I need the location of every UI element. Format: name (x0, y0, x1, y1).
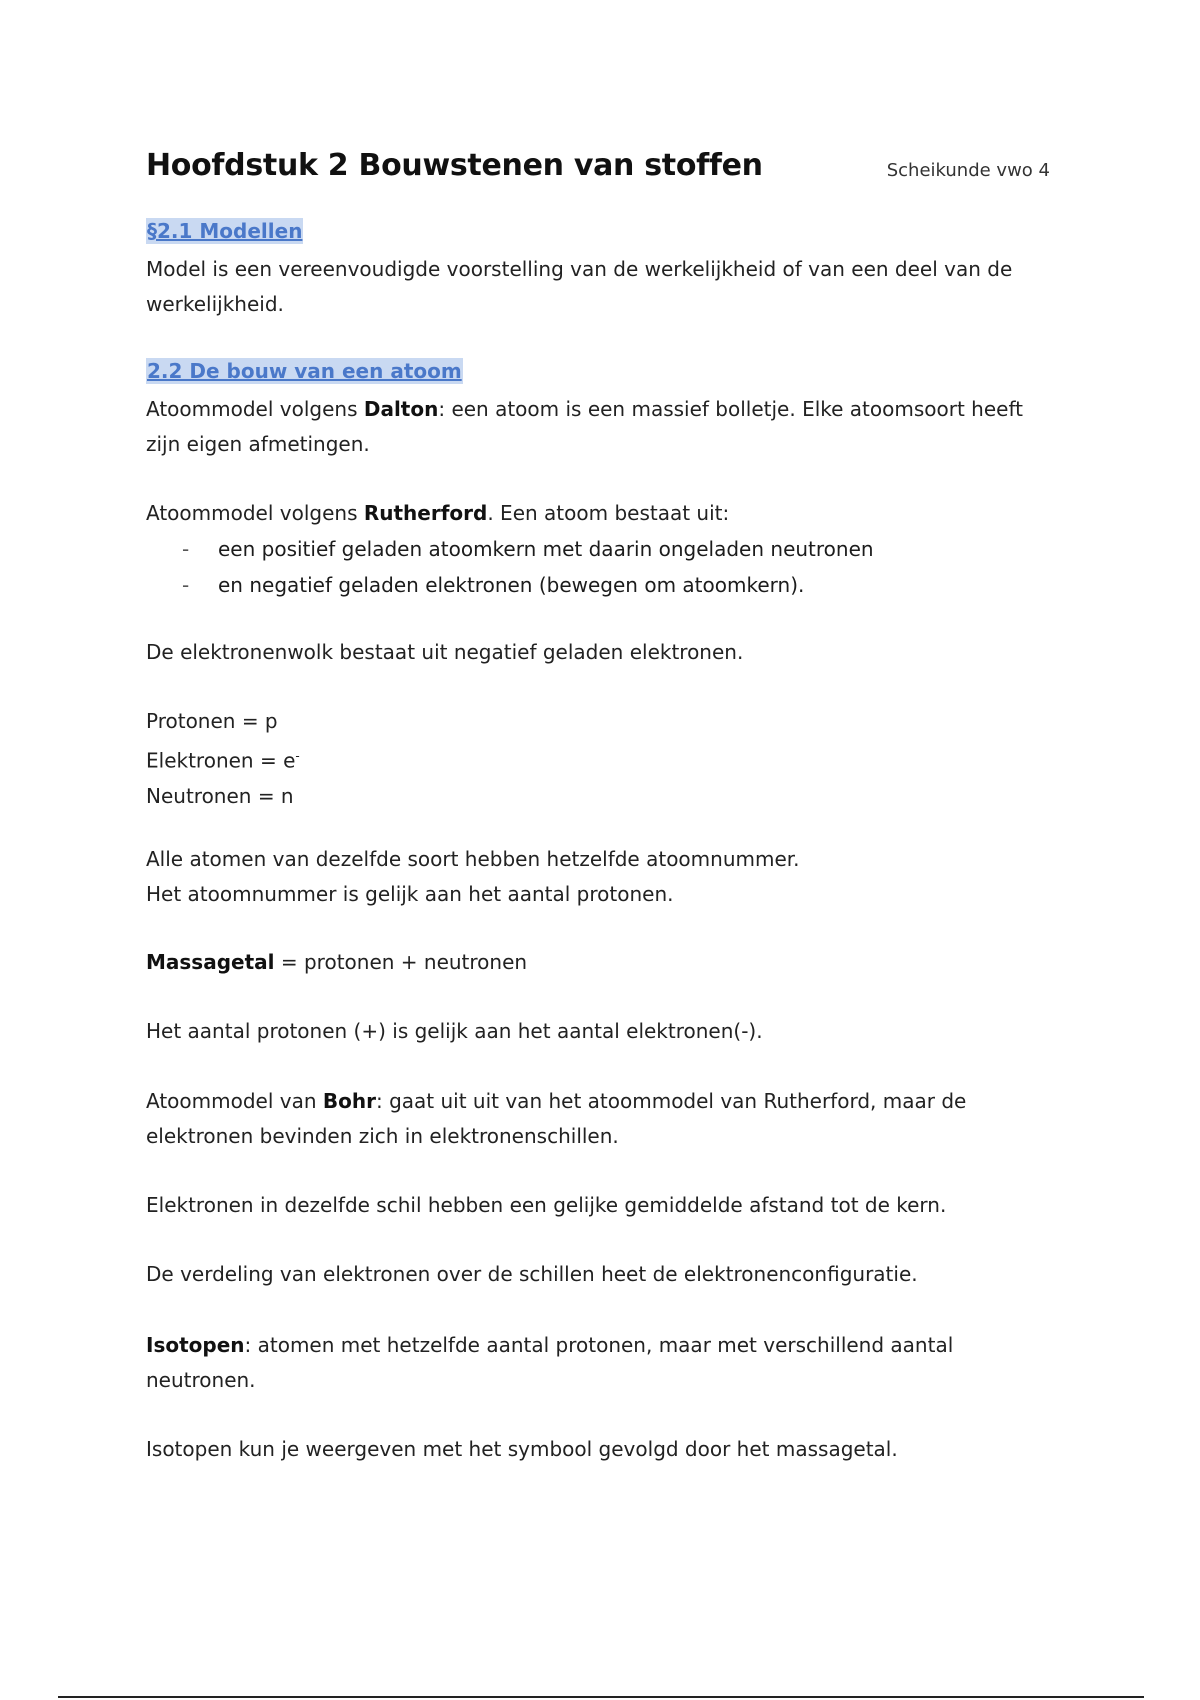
rutherford-name: Rutherford (363, 501, 488, 525)
page-header (146, 148, 1066, 192)
paragraph-shell-distance (146, 1188, 1066, 1223)
list-item-text: een positief geladen atoomkern met daarin ongeladen neutronen (218, 537, 874, 561)
elektronen-text: Elektronen = e (146, 748, 296, 773)
neutronen-line: Neutronen = n (146, 783, 294, 808)
protonen-line: Protonen = p (146, 709, 278, 733)
paragraph-rutherford (146, 496, 1066, 603)
massagetal-term: Massagetal (146, 950, 275, 974)
bohr-name: Bohr (322, 1089, 376, 1113)
list-item-text: en negatief geladen elektronen (bewegen om atoomkern). (218, 573, 805, 597)
equal-count-text: Het aantal protonen (+) is gelijk aan het aantal elektronen(-). (146, 1019, 763, 1043)
paragraph-isotopen (146, 1328, 966, 1398)
footer-divider (58, 1696, 1144, 1698)
bohr-post: : gaat uit uit van het atoommodel van Rutherford, maar de elektronen bevinden zich in elektronenschillen. (146, 1089, 967, 1148)
paragraph-bohr (146, 1084, 996, 1154)
bullet-dash: - (182, 537, 190, 561)
section-heading-atoom: 2.2 De bouw van een atoom (147, 359, 462, 383)
document-page (146, 148, 1066, 1461)
bohr-pre: Atoommodel van (146, 1089, 323, 1113)
paragraph-equal-count (146, 1014, 1066, 1049)
particle-list (146, 704, 1066, 814)
section-heading-modellen: §2.1 Modellen (147, 219, 303, 243)
isotopen-text (146, 1328, 966, 1398)
dalton-pre: Atoommodel volgens (146, 397, 364, 421)
shell-distance-text: Elektronen in dezelfde schil hebben een gelijke gemiddelde afstand tot de kern. (146, 1193, 947, 1217)
bullet-dash: - (182, 573, 190, 597)
rutherford-post: . Een atoom bestaat uit: (487, 501, 730, 525)
rutherford-pre: Atoommodel volgens (146, 501, 364, 525)
paragraph-massagetal (146, 945, 1066, 980)
model-definition-text: Model is een vereenvoudigde voorstelling van de werkelijkheid of van een deel van de werkelijkheid. (146, 257, 1013, 316)
paragraph-model-definition (146, 252, 1026, 322)
paragraph-configuration (146, 1257, 1066, 1292)
page-title: Hoofdstuk 2 Bouwstenen van stoffen (146, 148, 763, 183)
paragraph-dalton (146, 392, 1046, 462)
dalton-post: : een atoom is een massief bolletje. Elke atoomsoort heeft zijn eigen afmetingen. (146, 397, 1023, 456)
atomic-number-text: Het atoomnummer is gelijk aan het aantal protonen. (146, 882, 674, 906)
cloud-text: De elektronenwolk bestaat uit negatief geladen elektronen. (146, 640, 744, 664)
same-kind-text: Alle atomen van dezelfde soort hebben hetzelfde atoomnummer. (146, 847, 800, 871)
dalton-name: Dalton (363, 397, 439, 421)
paragraph-isotopen-symbol (146, 1432, 1066, 1467)
isotopen-term: Isotopen (146, 1333, 245, 1357)
paragraph-atomic-number (146, 842, 1066, 912)
configuration-text: De verdeling van elektronen over de schillen heet de elektronenconfiguratie. (146, 1262, 918, 1286)
list-item (182, 567, 1066, 603)
paragraph-cloud (146, 635, 1066, 670)
elektronen-line (146, 739, 1066, 779)
isotopen-symbol-text: Isotopen kun je weergeven met het symbool gevolgd door het massagetal. (146, 1437, 898, 1461)
isotopen-definition: : atomen met hetzelfde aantal protonen, maar met verschillend aantal neutronen. (146, 1333, 954, 1392)
rutherford-list (146, 531, 1066, 603)
subject-label: Scheikunde vwo 4 (886, 160, 1050, 181)
massagetal-text (146, 945, 1066, 980)
massagetal-definition: = protonen + neutronen (274, 950, 528, 974)
list-item (182, 531, 1066, 567)
dalton-text (146, 392, 1046, 462)
elektronen-charge: - (295, 749, 300, 763)
rutherford-text (146, 496, 1066, 531)
bohr-text (146, 1084, 996, 1154)
